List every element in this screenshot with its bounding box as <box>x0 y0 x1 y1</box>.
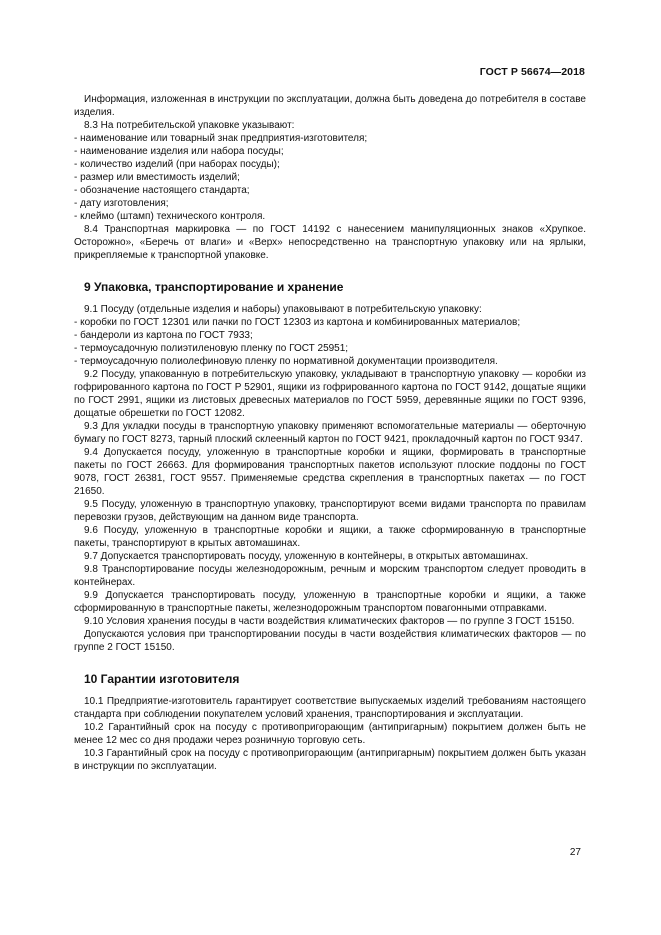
list-item: - обозначение настоящего стандарта; <box>74 185 250 196</box>
list-item: - наименование изделия или набора посуды; <box>74 146 284 157</box>
list-item: - клеймо (штамп) технического контроля. <box>74 211 266 222</box>
list-item: - наименование или товарный знак предприятия-изготовителя; <box>74 133 368 144</box>
paragraph: 9.1 Посуду (отдельные изделия и наборы) упаковывают в потребительскую упаковку: <box>84 304 482 315</box>
paragraph: 10.3 Гарантийный срок на посуду с противопригорающим (антипригарным) покрытием должен быть указан в инструкции по эксплуатации. <box>74 748 586 772</box>
list-item: - термоусадочную полиолефиновую пленку по нормативной документации производителя. <box>74 356 498 367</box>
list-item: - количество изделий (при наборах посуды); <box>74 159 280 170</box>
paragraph: 10.2 Гарантийный срок на посуду с противопригорающим (антипригарным) покрытием должен быть не менее 12 мес со дня продажи через розничную торговую сеть. <box>74 722 586 746</box>
section-10-title: 10 Гарантии изготовителя <box>84 672 240 686</box>
section-9-title: 9 Упаковка, транспортирование и хранение <box>84 280 344 294</box>
list-item: - коробки по ГОСТ 12301 или пачки по ГОСТ 12303 из картона и комбинированных материалов; <box>74 317 521 328</box>
list-item: - термоусадочную полиэтиленовую пленку по ГОСТ 25951; <box>74 343 349 354</box>
paragraph: Допускаются условия при транспортировании посуды в части воздействия климатических факторов — по группе 2 ГОСТ 15150. <box>74 629 586 653</box>
paragraph: 9.9 Допускается транспортировать посуду, уложенную в транспортные коробки и ящики, а также сформированную в транспортные пакеты, железнодорожным транспортом повагонными отправками. <box>74 590 586 614</box>
page-number: 27 <box>569 847 581 858</box>
list-item: - бандероли из картона по ГОСТ 7933; <box>74 330 253 341</box>
paragraph: 9.6 Посуду, уложенную в транспортные коробки и ящики, а также сформированную в транспортные пакеты, транспортируют в крытых автомашинах. <box>74 525 586 549</box>
paragraph: 9.2 Посуду, упакованную в потребительскую упаковку, укладывают в транспортную упаковку — коробки из гофрированного картона по ГОСТ Р 52901, ящики из гофрированного картона по ГОСТ 9142, дощатые ящики по ГОСТ 2991, ящики из листовых древесных материалов по ГОСТ 5959, деревянные ящики по ГОСТ 9396, дощатые обрешетки по ГОСТ 12082. <box>74 369 586 419</box>
paragraph: 9.3 Для укладки посуды в транспортную упаковку применяют вспомогательные материалы — оберточную бумагу по ГОСТ 8273, тарный плоский склеенный картон по ГОСТ 9421, прокладочный картон по ГОСТ 9347. <box>74 421 586 445</box>
page-header: ГОСТ Р 56674—2018 <box>479 66 585 78</box>
list-item: - дату изготовления; <box>74 198 169 209</box>
paragraph: 10.1 Предприятие-изготовитель гарантирует соответствие выпускаемых изделий требованиям настоящего стандарта при соблюдении покупателем условий хранения, транспортирования и эксплуатации. <box>74 696 586 720</box>
paragraph: 9.4 Допускается посуду, уложенную в транспортные коробки и ящики, формировать в транспортные пакеты по ГОСТ 26663. Для формирования транспортных пакетов используют плоские поддоны по ГОСТ 9078, ГОСТ 26381, ГОСТ 9557. Применяемые средства скрепления в транспортных пакетах — по ГОСТ 21650. <box>74 447 586 497</box>
paragraph: 9.5 Посуду, уложенную в транспортную упаковку, транспортируют всеми видами транспорта по правилам перевозки грузов, действующим на данном виде транспорта. <box>74 499 586 523</box>
paragraph: 8.3 На потребительской упаковке указывают: <box>84 120 295 131</box>
paragraph: Информация, изложенная в инструкции по эксплуатации, должна быть доведена до потребителя в составе изделия. <box>74 94 586 118</box>
list-item: - размер или вместимость изделий; <box>74 172 240 183</box>
paragraph: 8.4 Транспортная маркировка — по ГОСТ 14192 с нанесением манипуляционных знаков «Хрупкое. Осторожно», «Беречь от влаги» и «Верх» непосредственно на транспортную упаковку или на ярлыки, прикрепляемые к транспортной упаковке. <box>74 224 586 261</box>
paragraph: 9.7 Допускается транспортировать посуду, уложенную в контейнеры, в открытых автомашинах. <box>84 551 529 562</box>
document-body <box>74 93 586 773</box>
paragraph: 9.8 Транспортирование посуды железнодорожным, речным и морским транспортом следует проводить в контейнерах. <box>74 564 586 588</box>
paragraph: 9.10 Условия хранения посуды в части воздействия климатических факторов — по группе 3 ГОСТ 15150. <box>84 616 575 627</box>
